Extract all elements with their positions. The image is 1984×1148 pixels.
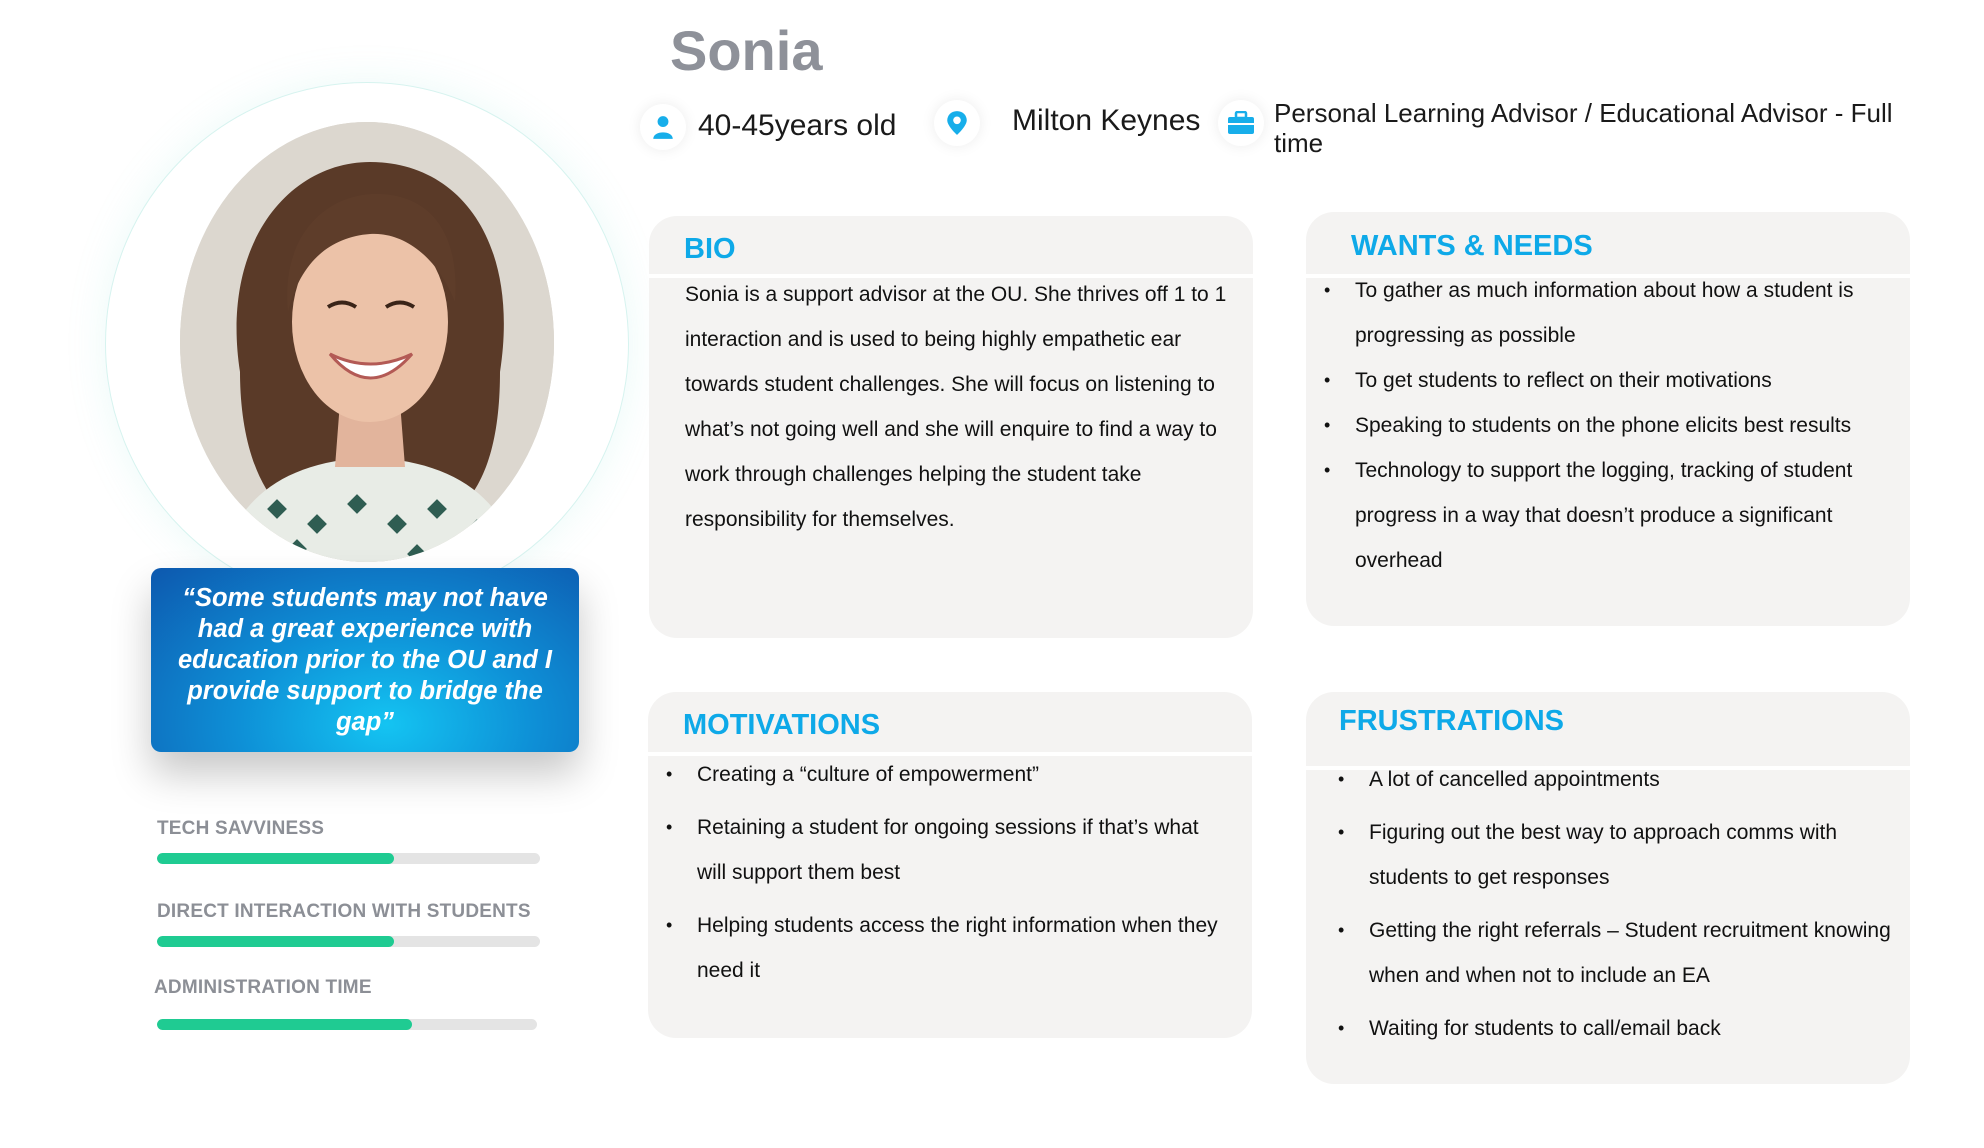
meter-fill	[157, 936, 394, 947]
motivations-title: MOTIVATIONS	[683, 709, 881, 741]
persona-quote: “Some students may not have had a great experience with education prior to the OU and I provide support to bridge the gap”	[177, 583, 552, 736]
frustrations-card	[1306, 692, 1910, 1084]
list-item: • A lot of cancelled appointments	[1336, 757, 1896, 802]
meter-tech-savviness	[157, 818, 540, 864]
list-item: • Figuring out the best way to approach comms with students to get responses	[1336, 810, 1896, 900]
frustrations-title: FRUSTRATIONS	[1339, 705, 1565, 737]
persona-location: Milton Keynes	[1012, 104, 1201, 137]
list-item: • To get students to reflect on their motivations	[1322, 358, 1902, 403]
briefcase-icon	[1218, 100, 1264, 146]
user-icon	[640, 104, 686, 150]
meter-label: ADMINISTRATION TIME	[154, 977, 372, 998]
bio-text: Sonia is a support advisor at the OU. She thrives off 1 to 1 interaction and is used to being highly empathetic ear towards student challenges. She will focus on listening to what’s not going well and she will enquire to find a way to work through challenges helping the student take responsibility for themselves.	[685, 283, 1227, 531]
meter-track	[157, 853, 540, 864]
frustrations-list	[1336, 757, 1896, 1051]
map-pin-icon	[934, 100, 980, 146]
wants-needs-card	[1306, 212, 1910, 626]
meter-track	[157, 936, 540, 947]
meter-label: DIRECT INTERACTION WITH STUDENTS	[157, 901, 531, 922]
persona-age: 40-45years old	[698, 109, 897, 142]
meter-direct-interaction	[157, 901, 540, 947]
list-item: • Creating a “culture of empowerment”	[664, 752, 1224, 797]
location-info	[934, 100, 1200, 146]
meter-fill	[157, 853, 394, 864]
meter-track	[157, 1019, 537, 1030]
bio-title: BIO	[684, 233, 736, 265]
list-item: • Getting the right referrals – Student recruitment knowing when and when not to include an EA	[1336, 908, 1896, 998]
persona-photo	[180, 122, 554, 562]
meter-administration-time	[154, 977, 537, 1030]
list-item: • To gather as much information about how a student is progressing as possible	[1322, 268, 1902, 358]
list-item: • Waiting for students to call/email back	[1336, 1006, 1896, 1051]
meter-fill	[157, 1019, 412, 1030]
meter-label: TECH SAVVINESS	[157, 818, 325, 839]
list-item: • Retaining a student for ongoing sessions if that’s what will support them best	[664, 805, 1224, 895]
bio-card	[649, 216, 1253, 638]
role-info	[1218, 100, 1944, 158]
list-item: • Helping students access the right information when they need it	[664, 903, 1224, 993]
list-item: • Technology to support the logging, tracking of student progress in a way that doesn’t produce a significant overhead	[1322, 448, 1902, 583]
quote-card	[151, 568, 579, 752]
age-info	[640, 104, 896, 150]
motivations-card	[648, 692, 1252, 1038]
persona-role: Personal Learning Advisor / Educational Advisor - Full time	[1274, 98, 1893, 158]
wants-needs-title: WANTS & NEEDS	[1351, 230, 1593, 262]
motivations-list	[664, 752, 1224, 993]
persona-name: Sonia	[670, 19, 823, 82]
wants-needs-list	[1322, 268, 1902, 583]
list-item: • Speaking to students on the phone elicits best results	[1322, 403, 1902, 448]
